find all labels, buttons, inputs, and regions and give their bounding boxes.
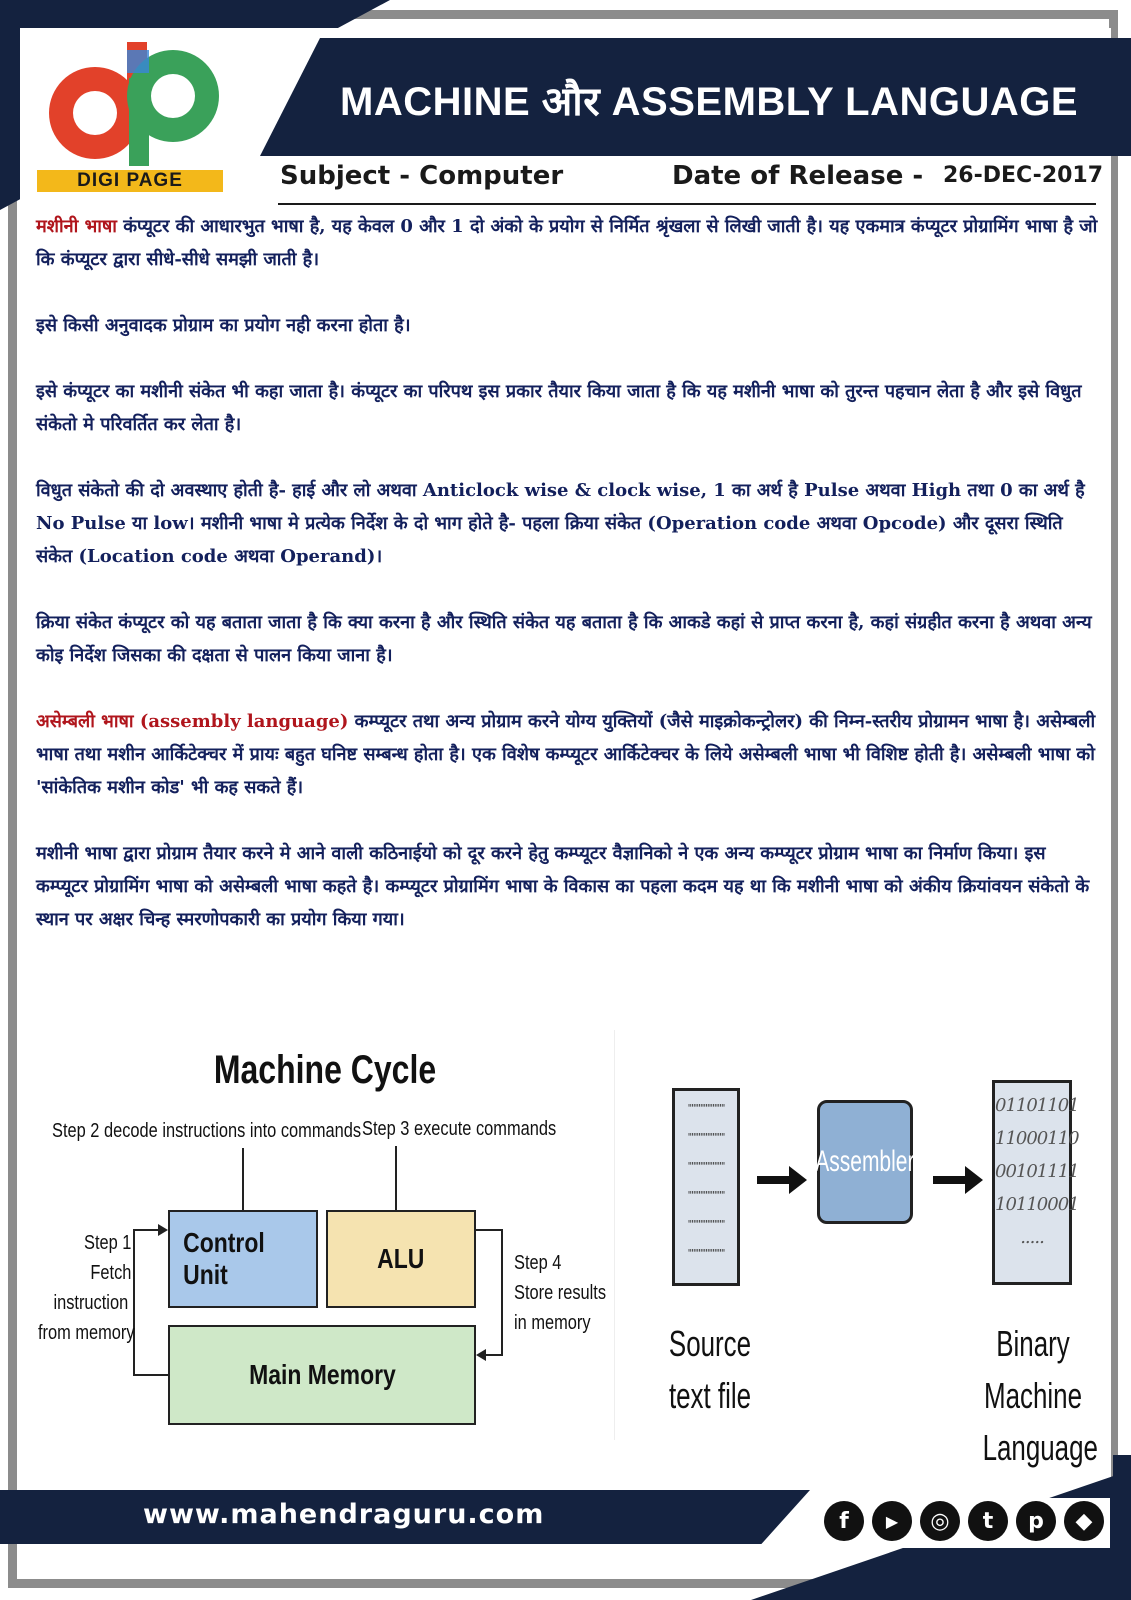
- pinterest-icon[interactable]: p: [1016, 1501, 1056, 1541]
- step1-line: Step 1: [84, 1232, 132, 1254]
- paragraph-text: इसे किसी अनुवादक प्रोग्राम का प्रयोग नही करना होता है।: [36, 315, 411, 336]
- step1-line: Fetch: [90, 1262, 132, 1284]
- facebook-icon[interactable]: f: [824, 1501, 864, 1541]
- caption-line: Binary: [996, 1323, 1070, 1364]
- step4-line: Step 4: [514, 1252, 562, 1274]
- step2-label: Step 2 decode instructions into commands: [52, 1120, 362, 1142]
- source-line: ''''''''''''''''''''': [687, 1219, 725, 1230]
- source-line: ''''''''''''''''''''': [687, 1190, 725, 1201]
- term-highlight: मशीनी भाषा: [36, 216, 117, 237]
- paragraph: [36, 606, 1098, 672]
- arrow-right-icon: [757, 1176, 793, 1184]
- control-unit-box: [168, 1210, 318, 1308]
- alu-box: [326, 1210, 476, 1308]
- control-unit-label: Control Unit: [183, 1227, 265, 1290]
- step1-label: [84, 1228, 131, 1288]
- source-line: ''''''''''''''''''''': [687, 1132, 725, 1143]
- step1-line: instruction: [53, 1292, 129, 1314]
- header-divider: [278, 203, 1096, 205]
- step4-line: Store results: [514, 1282, 607, 1304]
- paragraph-text: विधुत संकेतो की दो अवस्थाए होती है- हाई और लो अथवा Anticlock wise & clock wise, 1 का अर्थ है Pulse अथवा High तथा 0 का अर्थ है No Pulse या low। मशीनी भाषा मे प्रत्येक निर्देश के दो भाग होते है- पहला क्रिया संकेत (Operation code अथवा Opcode) और दूसरा स्थिति संकेत (Location code अथवा Operand)।: [36, 480, 1085, 567]
- release-date: 26-DEC-2017: [943, 163, 1104, 188]
- step1-line: from memory: [38, 1322, 135, 1344]
- source-line: ''''''''''''''''''''': [687, 1103, 725, 1114]
- paragraph-text: इसे कंप्यूटर का मशीनी संकेत भी कहा जाता है। कंप्यूटर का परिपथ इस प्रकार तैयार किया जाता है कि यह मशीनी भाषा को तुरन्त पहचान लेता है और इसे विधुत संकेतो मे परिवर्तित कर लेता है।: [36, 381, 1082, 435]
- paragraph-text: क्रिया संकेत कंप्यूटर को यह बताता जाता है कि क्या करना है और स्थिति संकेत यह बताता है कि आकडे कहां से प्राप्त करना है, कहां संग्रहीत करना है अथवा अन्य कोइ निर्देश जिसका की दक्षता से पालन किया जाना है।: [36, 612, 1092, 666]
- instagram-icon[interactable]: ◎: [920, 1501, 960, 1541]
- paragraph: [36, 705, 1098, 804]
- binary-caption: [982, 1318, 1098, 1474]
- article-body: [36, 210, 1098, 969]
- caption-line: text file: [668, 1375, 752, 1416]
- dp-logo: [33, 38, 228, 168]
- brand-label: DIGI PAGE: [37, 170, 223, 192]
- page-title: MACHINE और ASSEMBLY LANGUAGE: [340, 80, 1079, 124]
- paragraph: [36, 210, 1098, 276]
- paragraph-text: कम्प्यूटर तथा अन्य प्रोग्राम करने योग्य युक्तियों (जैसे माइक्रोकन्ट्रोलर) की निम्न-स्तरीय प्रोग्रामन भाषा है। असेम्बली भाषा तथा मशीन आर्किटेक्चर में प्रायः बहुत घनिष्ट सम्बन्ध होता है। एक विशेष कम्प्यूटर आर्किटेक्चर के लिये असेम्बली भाषा भी विशिष्ट होती है। असेम्बली भाषा को 'सांकेतिक मशीन कोड' भी कह सकते हैं।: [36, 711, 1096, 798]
- paragraph: [36, 837, 1098, 936]
- android-icon[interactable]: ◆: [1064, 1501, 1104, 1541]
- youtube-icon[interactable]: ▶: [872, 1501, 912, 1541]
- binary-line: 01101101: [995, 1095, 1079, 1116]
- step1-detail: [38, 1288, 135, 1348]
- twitter-icon[interactable]: t: [968, 1501, 1008, 1541]
- machine-cycle-diagram: [36, 1030, 615, 1440]
- paragraph: [36, 309, 1098, 342]
- website-link[interactable]: www.mahendraguru.com: [143, 1499, 545, 1530]
- paragraph: [36, 474, 1098, 573]
- diagram-title: Machine Cycle: [213, 1048, 437, 1092]
- alu-label: ALU: [377, 1243, 425, 1274]
- right-edge-bar: [1113, 1455, 1131, 1600]
- step3-label: Step 3 execute commands: [362, 1118, 557, 1140]
- binary-line: .....: [1020, 1227, 1044, 1248]
- main-memory-label: Main Memory: [248, 1359, 396, 1390]
- caption-line: Language: [982, 1427, 1098, 1468]
- social-icons: [820, 1498, 1110, 1548]
- paragraph: [36, 375, 1098, 441]
- source-caption: [663, 1318, 757, 1422]
- subject-label: Subject - Computer: [280, 161, 564, 191]
- step4-line: in memory: [514, 1312, 591, 1334]
- source-line: ''''''''''''''''''''': [687, 1161, 725, 1172]
- binary-line: 10110001: [995, 1194, 1079, 1215]
- arrow-right-icon: [933, 1176, 969, 1184]
- caption-line: Source: [668, 1323, 752, 1364]
- step4-label: [514, 1248, 606, 1338]
- binary-line: 00101111: [995, 1161, 1079, 1182]
- paragraph-text: मशीनी भाषा द्वारा प्रोग्राम तैयार करने मे आने वाली कठिनाईयो को दूर करने हेतु कम्प्यूटर वैज्ञानिको ने एक अन्य कम्प्यूटर प्रोग्राम भाषा का निर्माण किया। इस कम्प्यूटर प्रोग्रामिंग भाषा को असेम्बली भाषा कहते है। कम्प्यूटर प्रोग्रामिंग भाषा के विकास का पहला कदम यह था कि मशीनी भाषा को अंकीय क्रियांवयन संकेतो के स्थान पर अक्षर चिन्ह स्मरणोपकारी का प्रयोग किया गया।: [36, 843, 1090, 930]
- release-label: Date of Release -: [672, 161, 924, 191]
- paragraph-text: कंप्यूटर की आधारभुत भाषा है, यह केवल 0 और 1 दो अंको के प्रयोग से निर्मित श्रृंखला से लिखी जाती है। यह एकमात्र कंप्यूटर प्रोग्रामिंग भाषा है जो कि कंप्यूटर द्वारा सीधे-सीधे समझी जाती है।: [36, 216, 1098, 270]
- assembler-box: [817, 1100, 913, 1224]
- caption-line: Machine: [984, 1375, 1082, 1416]
- term-highlight: असेम्बली भाषा (assembly language): [36, 711, 349, 732]
- assembler-diagram: [645, 1080, 1105, 1480]
- source-file-icon: [672, 1088, 740, 1286]
- source-line: ''''''''''''''''''''': [687, 1248, 725, 1259]
- main-memory-box: [168, 1325, 476, 1425]
- assembler-label: Assembler: [815, 1145, 915, 1178]
- binary-file-icon: [992, 1080, 1079, 1285]
- binary-line: 11000110: [995, 1128, 1079, 1149]
